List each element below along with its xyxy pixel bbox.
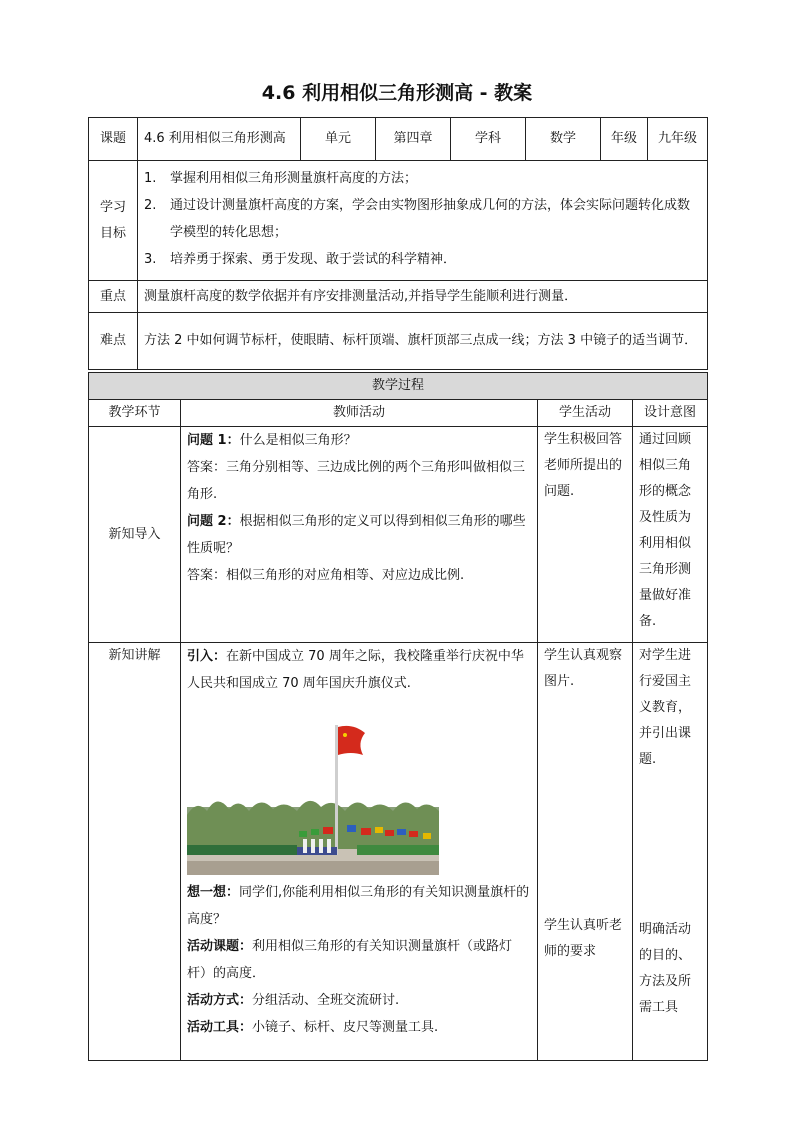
col-teacher: 教师活动	[181, 400, 538, 427]
student-lecture-2: 学生认真听老师的要求	[544, 918, 623, 959]
difficulty-label: 难点	[89, 313, 138, 370]
purpose-lecture-1: 对学生进行爱国主义教育，并引出课题.	[639, 648, 692, 767]
grade-value: 九年级	[648, 118, 708, 161]
q1-label: 问题 1：	[187, 433, 240, 448]
page-title: 4.6 利用相似三角形测高 - 教案	[261, 82, 533, 104]
subject-value: 数学	[526, 118, 601, 161]
act-label: 活动课题：	[187, 939, 253, 954]
teacher-lecture	[181, 643, 538, 1061]
col-student: 学生活动	[538, 400, 633, 427]
topic-value: 4.6 利用相似三角形测高	[138, 118, 301, 161]
goal-item: 1. 掌握利用相似三角形测量旗杆高度的方法；	[144, 171, 418, 186]
goals-label: 学习目标	[89, 161, 138, 281]
q2-text: 根据相似三角形的定义可以得到相似三角形的哪些性质呢？	[187, 514, 526, 556]
purpose-lecture	[633, 643, 708, 1061]
purpose-lecture-2: 明确活动的目的、方法及所需工具	[639, 922, 692, 1015]
purpose-intro: 通过回顾相似三角形的概念及性质为利用相似三角形测量做好准备.	[633, 427, 708, 643]
student-intro: 学生积极回答老师所提出的问题.	[538, 427, 633, 643]
process-table	[88, 372, 708, 1061]
q1-text: 什么是相似三角形？	[239, 433, 357, 448]
student-lecture	[538, 643, 633, 1061]
grade-label: 年级	[601, 118, 648, 161]
topic-label: 课题	[89, 118, 138, 161]
goals-list	[144, 161, 701, 277]
q2-label: 问题 2：	[187, 514, 240, 529]
lead-label: 引入：	[187, 649, 227, 664]
stage-intro: 新知导入	[89, 427, 181, 643]
unit-label: 单元	[301, 118, 376, 161]
way-text: 分组活动、全班交流研讨.	[252, 993, 400, 1008]
think-text: 同学们,你能利用相似三角形的有关知识测量旗杆的高度？	[187, 885, 530, 927]
stage-lecture: 新知讲解	[89, 643, 181, 1061]
lead-text: 在新中国成立 70 周年之际，我校隆重举行庆祝中华人民共和国成立 70 周年国庆升旗仪式.	[187, 649, 524, 691]
process-header: 教学过程	[89, 373, 708, 400]
key-label: 重点	[89, 281, 138, 313]
a1-text: 答案：三角分别相等、三边成比例的两个三角形叫做相似三角形.	[187, 460, 526, 502]
teacher-intro	[181, 427, 538, 643]
way-label: 活动方式：	[187, 993, 253, 1008]
col-stage: 教学环节	[89, 400, 181, 427]
tool-label: 活动工具：	[187, 1020, 253, 1035]
col-purpose: 设计意图	[633, 400, 708, 427]
think-label: 想一想：	[187, 885, 240, 900]
tool-text: 小镜子、标杆、皮尺等测量工具.	[252, 1020, 439, 1035]
goals-cell	[138, 161, 708, 281]
key-text: 测量旗杆高度的数学依据并有序安排测量活动,并指导学生能顺利进行测量．	[138, 281, 708, 313]
goal-item: 3. 培养勇于探索、勇于发现、敢于尝试的科学精神．	[144, 252, 457, 267]
act-text: 利用相似三角形的有关知识测量旗杆（或路灯杆）的高度．	[187, 939, 513, 981]
flag-raising-photo	[187, 703, 439, 875]
subject-label: 学科	[451, 118, 526, 161]
a2-text: 答案：相似三角形的对应角相等、对应边成比例.	[187, 568, 465, 583]
unit-value: 第四章	[376, 118, 451, 161]
difficulty-text: 方法 2 中如何调节标杆，使眼睛、标杆顶端、旗杆顶部三点成一线；方法 3 中镜子的适当调节．	[138, 313, 708, 370]
info-table	[88, 117, 708, 370]
student-lecture-1: 学生认真观察图片.	[544, 648, 623, 689]
goal-item: 2. 通过设计测量旗杆高度的方案，学会由实物图形抽象成几何的方法，体会实际问题转化成数学模型的转化思想；	[144, 198, 691, 240]
